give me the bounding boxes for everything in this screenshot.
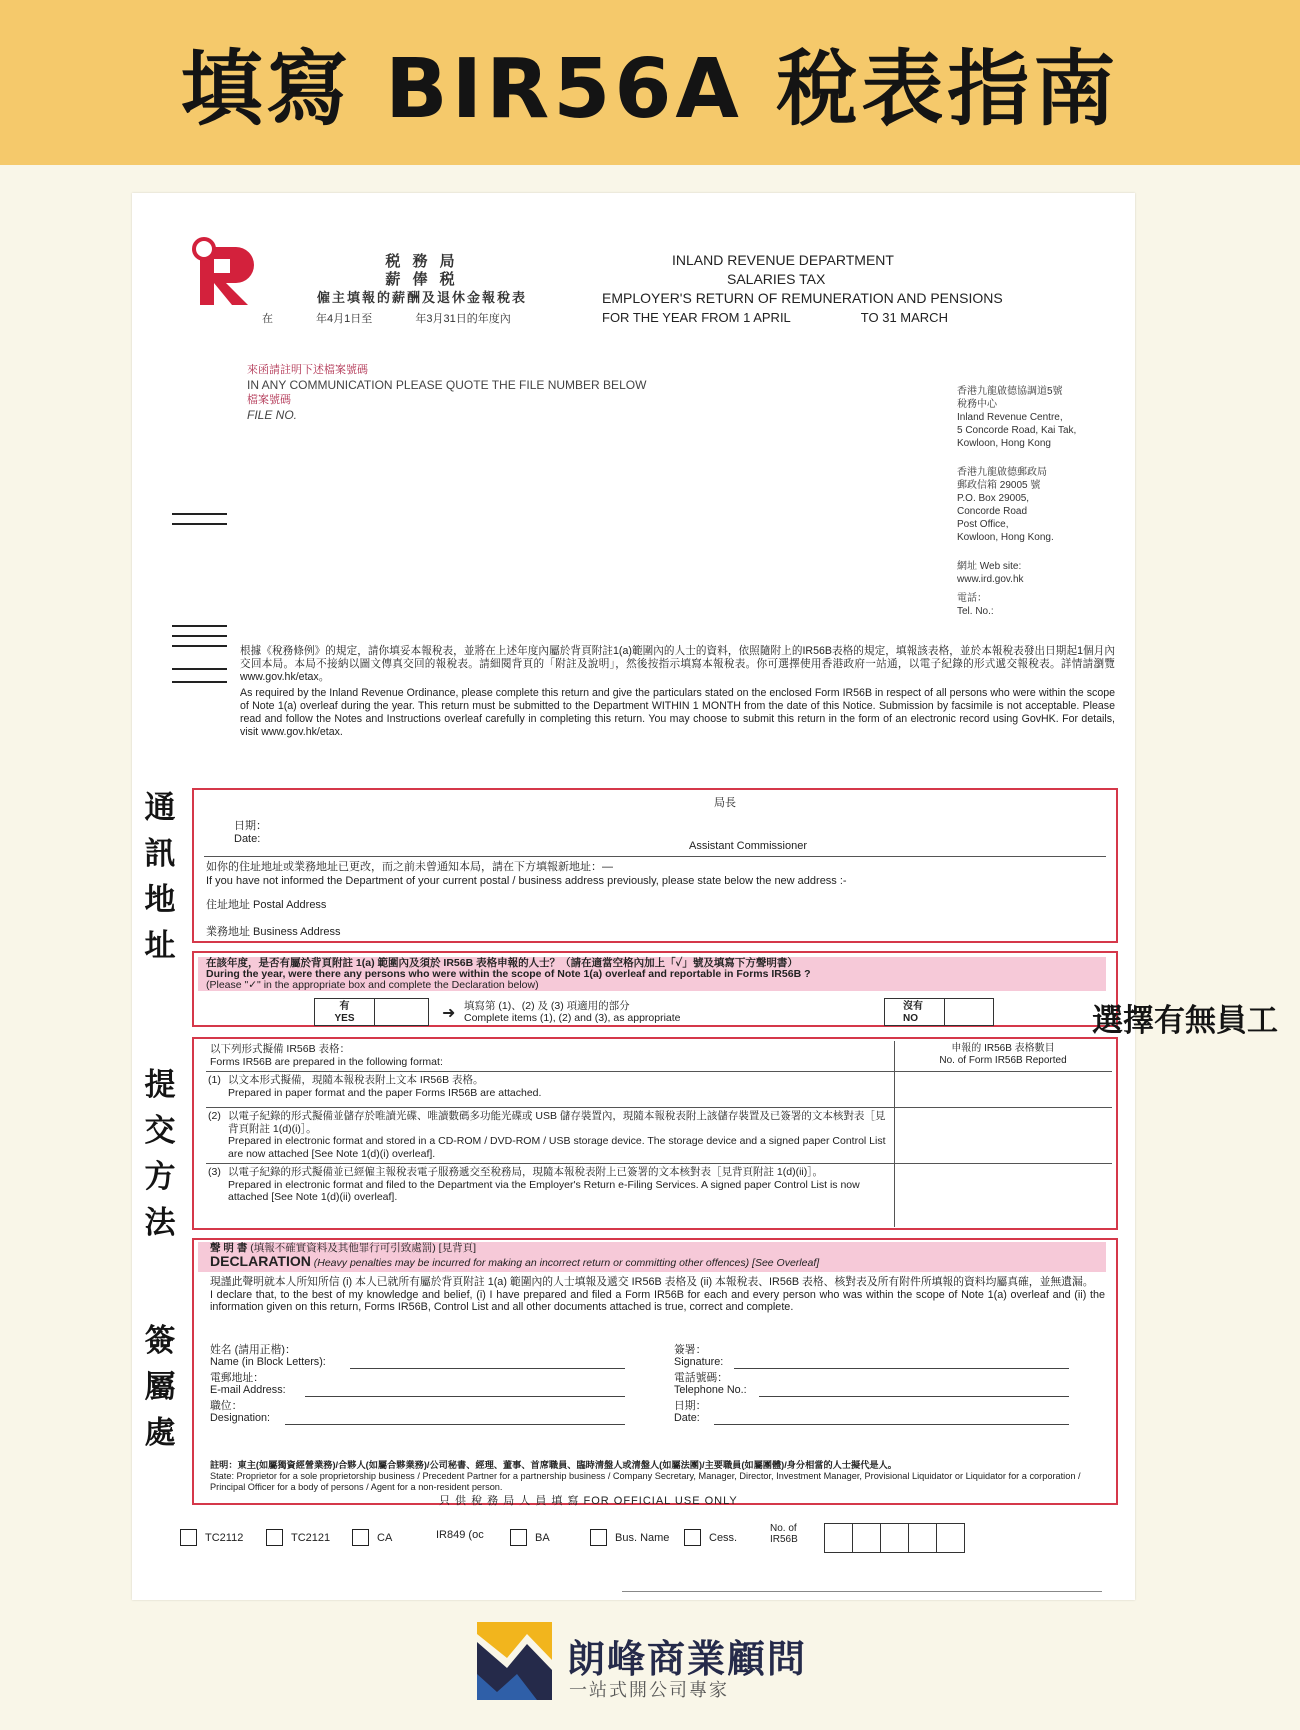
- form-mark: [172, 513, 227, 515]
- tel-en: Telephone No.:: [674, 1384, 747, 1396]
- label-address: 通訊地址: [144, 790, 176, 964]
- check-ir849: [436, 1529, 484, 1541]
- tel-label-en: Tel. No.:: [957, 606, 994, 617]
- email-zh: 電郵地址：: [210, 1372, 264, 1384]
- file-number-notice: [247, 363, 646, 423]
- option-en: Prepared in electronic format and filed to the Department via the Employer's Return e-Filing Services. A signed paper Control List is now attached [See Note 1(d)(ii) overleaf].: [228, 1178, 860, 1203]
- decl-en-note: (Heavy penalties may be incurred for making an incorrect return or committing other offences) [See Overleaf]: [313, 1257, 820, 1269]
- label-signature: 簽屬處: [144, 1323, 176, 1451]
- yes-label: [315, 999, 375, 1025]
- underline: [734, 1368, 1069, 1369]
- dept-zh: 税 務 局: [385, 253, 459, 270]
- ir56b-count-label: [770, 1523, 798, 1545]
- text-en: I declare that, to the best of my knowledge and belief, (i) I have prepared and filed a Form IR56B for each and every person who was within the scope of Note 1(a) overleaf and (ii) the information given on this return, Forms IR56B, Control List and all other documents attached is true, correct and complete.: [210, 1288, 1105, 1314]
- note-zh: 如你的住址地址或業務地址已更改，而之前未曾通知本局，請在下方填報新地址：—: [206, 861, 613, 873]
- addr-line: 稅務中心: [957, 399, 997, 410]
- business-address-field[interactable]: 業務地址 Business Address: [206, 926, 341, 938]
- form-mark: [172, 645, 227, 647]
- file-en: FILE NO.: [247, 408, 298, 422]
- format-option-1[interactable]: [206, 1071, 894, 1107]
- nof-l2: IR56B: [770, 1534, 798, 1545]
- option-number: (2): [208, 1110, 221, 1122]
- declaration-heading: [210, 1242, 819, 1270]
- addr-line: Kowloon, Hong Kong.: [957, 532, 1054, 543]
- form-mark: [172, 523, 227, 525]
- form-mark: [172, 635, 227, 637]
- date-field[interactable]: [674, 1400, 1074, 1424]
- tax-en: SALARIES TAX: [727, 271, 826, 287]
- year-zh: 在 年4月1日至 年3月31日的年度內: [262, 313, 511, 325]
- ir56b-count-cells[interactable]: [825, 1523, 965, 1553]
- employees-section: [192, 951, 1118, 1027]
- addr-line: Concorde Road: [957, 506, 1028, 517]
- underline: [350, 1368, 625, 1369]
- addr-line: 香港九龍啟德協調道5號: [957, 386, 1063, 397]
- yes-en: YES: [334, 1013, 355, 1024]
- telephone-field[interactable]: [674, 1372, 1074, 1396]
- check-label: Cess.: [709, 1531, 738, 1544]
- format-heading: [210, 1043, 443, 1069]
- option-number: (1): [208, 1074, 221, 1086]
- employees-question: [206, 958, 1096, 991]
- designation-note: [210, 1460, 1105, 1493]
- checkbox-icon: [510, 1529, 527, 1546]
- addr-line: P.O. Box 29005,: [957, 493, 1030, 504]
- format-table: [204, 1041, 1112, 1227]
- no-label: [885, 999, 945, 1025]
- tax-zh: 薪 俸 税: [385, 271, 459, 288]
- complete-items-note: [464, 1000, 681, 1024]
- addr-line: 5 Concorde Road, Kai Tak,: [957, 425, 1077, 436]
- addr-line: Post Office,: [957, 519, 1009, 530]
- digit-cell[interactable]: [852, 1523, 881, 1553]
- checkbox-icon: [352, 1529, 369, 1546]
- desig-en: Designation:: [210, 1412, 271, 1424]
- signature-field[interactable]: [674, 1344, 1074, 1368]
- underline: [714, 1424, 1069, 1425]
- tel-label-zh: 電話：: [957, 593, 987, 604]
- assistant-commissioner: Assistant Commissioner: [689, 840, 807, 852]
- checkbox-icon: [180, 1529, 197, 1546]
- arrow-right-icon: ➜: [442, 1005, 456, 1022]
- declaration-section: [192, 1238, 1118, 1505]
- sig-zh: 簽署：: [674, 1344, 707, 1356]
- text-zh: 現謹此聲明就本人所知所信 (i) 本人已就所有屬於背頁附註 1(a) 範圍內的人士填報及遞交 IR56B 表格及 (ii) 本報稅表、IR56B 表格、核對表及所有附件所填報的資料均屬真確，並無遺漏。: [210, 1276, 1094, 1288]
- addr-line: Kowloon, Hong Kong: [957, 438, 1051, 449]
- decl-zh-note: (填報不確實資料及其他罪行可引致處罰) [見背頁]: [250, 1242, 477, 1254]
- check-ca[interactable]: [352, 1529, 392, 1546]
- no-en: NO: [903, 1013, 918, 1024]
- check-label: TC2121: [291, 1531, 331, 1544]
- count-heading: [898, 1043, 1108, 1067]
- divider: [622, 1591, 1102, 1592]
- complete-zh: 填寫第 (1)、(2) 及 (3) 項適用的部分: [464, 1000, 630, 1012]
- name-zh: 姓名 (請用正楷)：: [210, 1344, 296, 1356]
- checkbox-icon: [590, 1529, 607, 1546]
- format-option-3[interactable]: [206, 1163, 894, 1225]
- title-en: EMPLOYER'S RETURN OF REMUNERATION AND PENSIONS: [602, 290, 1003, 306]
- official-use-heading: 只 供 稅 務 局 人 員 填 寫 FOR OFFICIAL USE ONLY: [439, 1495, 738, 1507]
- label-employees: 選擇有無員工: [1092, 1003, 1278, 1039]
- ird-address: [957, 386, 1127, 619]
- instructions: [240, 645, 1115, 739]
- note-en: State: Proprietor for a sole proprietorship business / Precedent Partner for a partnership business / Company Secretary, Manager, Director, Investment Manager, Provisional Liquidator or Liquidator for a corporation / Principal Officer for a body of persons / Agent for a non-resident person.: [210, 1471, 1081, 1492]
- check-label: TC2112: [205, 1531, 244, 1544]
- quote-en: IN ANY COMMUNICATION PLEASE QUOTE THE FILE NUMBER BELOW: [247, 378, 647, 392]
- designation-field[interactable]: [210, 1400, 630, 1424]
- heading-zh: 以下列形式擬備 IR56B 表格：: [210, 1043, 351, 1055]
- decl-zh: 聲 明 書: [210, 1242, 248, 1254]
- year-en: [602, 308, 1062, 327]
- date-label: [234, 820, 267, 846]
- date-zh: 日期：: [674, 1400, 707, 1412]
- desig-zh: 職位：: [210, 1400, 243, 1412]
- tel-zh: 電話號碼：: [674, 1372, 728, 1384]
- web-url: www.ird.gov.hk: [957, 574, 1024, 585]
- note-zh: 註明：東主(如屬獨資經營業務)/合夥人(如屬合夥業務)/公司秘書、經理、董事、首席職員、臨時清盤人或清盤人(如屬法團)/主要職員(如屬團體)/身分相當的人士擬代是人。: [210, 1460, 897, 1470]
- check-bus-name[interactable]: [590, 1529, 669, 1546]
- option-number: (3): [208, 1166, 221, 1178]
- check-label: IR849 (oc: [436, 1529, 484, 1541]
- count-zh: 申報的 IR56B 表格數目: [951, 1043, 1055, 1054]
- bir56a-form: [132, 193, 1135, 1600]
- digit-cell[interactable]: [824, 1523, 853, 1553]
- check-cess[interactable]: [684, 1529, 737, 1546]
- option-en: Prepared in electronic format and stored in a CD-ROM / DVD-ROM / USB storage device. The storage device and a signed paper Control List are now attached [See Note 1(d)(i) overleaf].: [228, 1135, 886, 1160]
- date-zh: 日期：: [234, 820, 267, 832]
- name-en: Name (in Block Letters):: [210, 1356, 326, 1368]
- option-zh: 以文本形式擬備，現隨本報稅表附上文本 IR56B 表格。: [228, 1074, 484, 1086]
- sig-en: Signature:: [674, 1356, 724, 1368]
- brand-logo: [477, 1622, 822, 1702]
- underline: [285, 1424, 625, 1425]
- question-en: During the year, were there any persons who were within the scope of Note 1(a) overleaf and reportable in Forms IR56B ?: [206, 968, 811, 980]
- date-en: Date:: [674, 1412, 700, 1424]
- format-option-2[interactable]: [206, 1107, 894, 1163]
- check-tc2121[interactable]: [266, 1529, 330, 1546]
- brand-tagline: 一站式開公司專家: [569, 1680, 729, 1701]
- brand-name: 朗峰商業顧問: [567, 1637, 808, 1681]
- page-title: 填寫 BIR56A 稅表指南: [180, 42, 1120, 137]
- addr-line: Inland Revenue Centre,: [957, 412, 1063, 423]
- note-en: If you have not informed the Department of your current postal / business address previously, please state below the new address :-: [206, 875, 847, 887]
- title-zh: 僱主填報的薪酬及退休金報稅表: [316, 290, 527, 305]
- no-checkbox[interactable]: [884, 998, 994, 1026]
- nof-l1: No. of: [770, 1523, 797, 1534]
- year-to: TO 31 MARCH: [860, 310, 948, 325]
- divider: [204, 856, 1106, 857]
- web-label: 網址 Web site:: [957, 561, 1022, 572]
- instructions-en: As required by the Inland Revenue Ordinance, please complete this return and give the particulars stated on the enclosed Form IR56B in respect of all persons who were within the scope of Note 1(a) overleaf during the year. This return must be submitted to the Department WITHIN 1 MONTH from the date of this Notice. Submission by facsimile is not acceptable. Please read and follow the Notes and Instructions overleaf carefully in completing this return. You may choose to submit this return in the form of an electronic record using GovHK. For details, visit www.gov.hk/etax.: [240, 686, 1115, 739]
- address-section: [192, 788, 1118, 943]
- addr-line: 郵政信箱 29005 號: [957, 480, 1041, 491]
- official-use-checks: [180, 1523, 1100, 1553]
- email-en: E-mail Address:: [210, 1384, 286, 1396]
- checkbox-icon: [684, 1529, 701, 1546]
- divider: [894, 1163, 1112, 1164]
- underline: [759, 1396, 1069, 1397]
- check-ba[interactable]: [510, 1529, 550, 1546]
- label-method: 提交方法: [144, 1067, 176, 1241]
- option-zh: 以電子紀錄的形式擬備並已經僱主報稅表電子服務遞交至稅務局，現隨本報稅表附上已簽署的文本核對表［見背頁附註 1(d)(ii)］。: [228, 1166, 823, 1178]
- email-field[interactable]: [210, 1372, 630, 1396]
- option-zh: 以電子紀錄的形式擬備並儲存於唯讀光碟、唯讀數碼多功能光碟或 USB 儲存裝置內，現隨本報稅表附上該儲存裝置及已簽署的文本核對表［見背頁附註 1(d)(i)］。: [228, 1110, 886, 1135]
- addr-line: 香港九龍啟德郵政局: [957, 467, 1047, 478]
- complete-en: Complete items (1), (2) and (3), as appropriate: [464, 1012, 681, 1024]
- title-banner: [0, 0, 1300, 165]
- yes-zh: 有: [339, 1001, 350, 1012]
- digit-cell[interactable]: [880, 1523, 909, 1553]
- divider: [894, 1071, 1112, 1072]
- submission-method-section: [192, 1037, 1118, 1230]
- question-hint: (Please "✓" in the appropriate box and complete the Declaration below): [206, 979, 539, 991]
- divider: [894, 1041, 895, 1227]
- digit-cell[interactable]: [936, 1523, 965, 1553]
- header-zh: [272, 253, 572, 307]
- file-zh: 檔案號碼: [247, 394, 291, 406]
- question-zh: 在該年度，是否有屬於背頁附註 1(a) 範圍內及須於 IR56B 表格申報的人士？（請在適當空格內加上「✓」號及填寫下方聲明書）: [206, 957, 798, 969]
- name-field[interactable]: [210, 1344, 630, 1368]
- header-en: [602, 251, 1062, 327]
- yes-checkbox[interactable]: [314, 998, 429, 1026]
- address-note: [206, 860, 1106, 888]
- date-en: Date:: [234, 833, 261, 845]
- ird-logo-icon: [192, 237, 262, 307]
- commissioner-title: 局長: [714, 797, 736, 809]
- declaration-text: [210, 1276, 1105, 1314]
- instructions-zh: 根據《稅務條例》的規定，請你填妥本報稅表，並將在上述年度內屬於背頁附註1(a)範圍內的人士的資料，依照隨附上的IR56B表格的規定，填報該表格，並於本報稅表發出日期起1個月內交回本局。本局不接納以圖文傳真交回的報稅表。請細閱背頁的「附註及說明」，然後按指示填寫本報稅表。你可選擇使用香港政府一站通，以電子紀錄的形式遞交報稅表。詳情請瀏覽 www.gov.hk/etax。: [240, 645, 1115, 684]
- form-mark: [172, 625, 227, 627]
- year-from: FOR THE YEAR FROM 1 APRIL: [602, 310, 791, 325]
- underline: [305, 1396, 625, 1397]
- quote-zh: 來函請註明下述檔案號碼: [247, 364, 368, 376]
- form-mark: [172, 668, 227, 670]
- dept-en: INLAND REVENUE DEPARTMENT: [672, 252, 894, 268]
- checkbox-icon: [266, 1529, 283, 1546]
- decl-en: DECLARATION: [210, 1253, 311, 1269]
- no-zh: 沒有: [903, 1001, 923, 1012]
- check-label: BA: [535, 1531, 550, 1544]
- postal-address-field[interactable]: 住址地址 Postal Address: [206, 899, 327, 911]
- option-en: Prepared in paper format and the paper Forms IR56B are attached.: [228, 1086, 542, 1099]
- check-tc2112[interactable]: [180, 1529, 243, 1546]
- count-en: No. of Form IR56B Reported: [939, 1055, 1067, 1066]
- mountain-logo-icon: [477, 1622, 552, 1700]
- heading-en: Forms IR56B are prepared in the following format:: [210, 1056, 443, 1068]
- divider: [894, 1107, 1112, 1108]
- check-label: CA: [377, 1531, 393, 1544]
- digit-cell[interactable]: [908, 1523, 937, 1553]
- check-label: Bus. Name: [615, 1531, 670, 1544]
- form-mark: [172, 681, 227, 683]
